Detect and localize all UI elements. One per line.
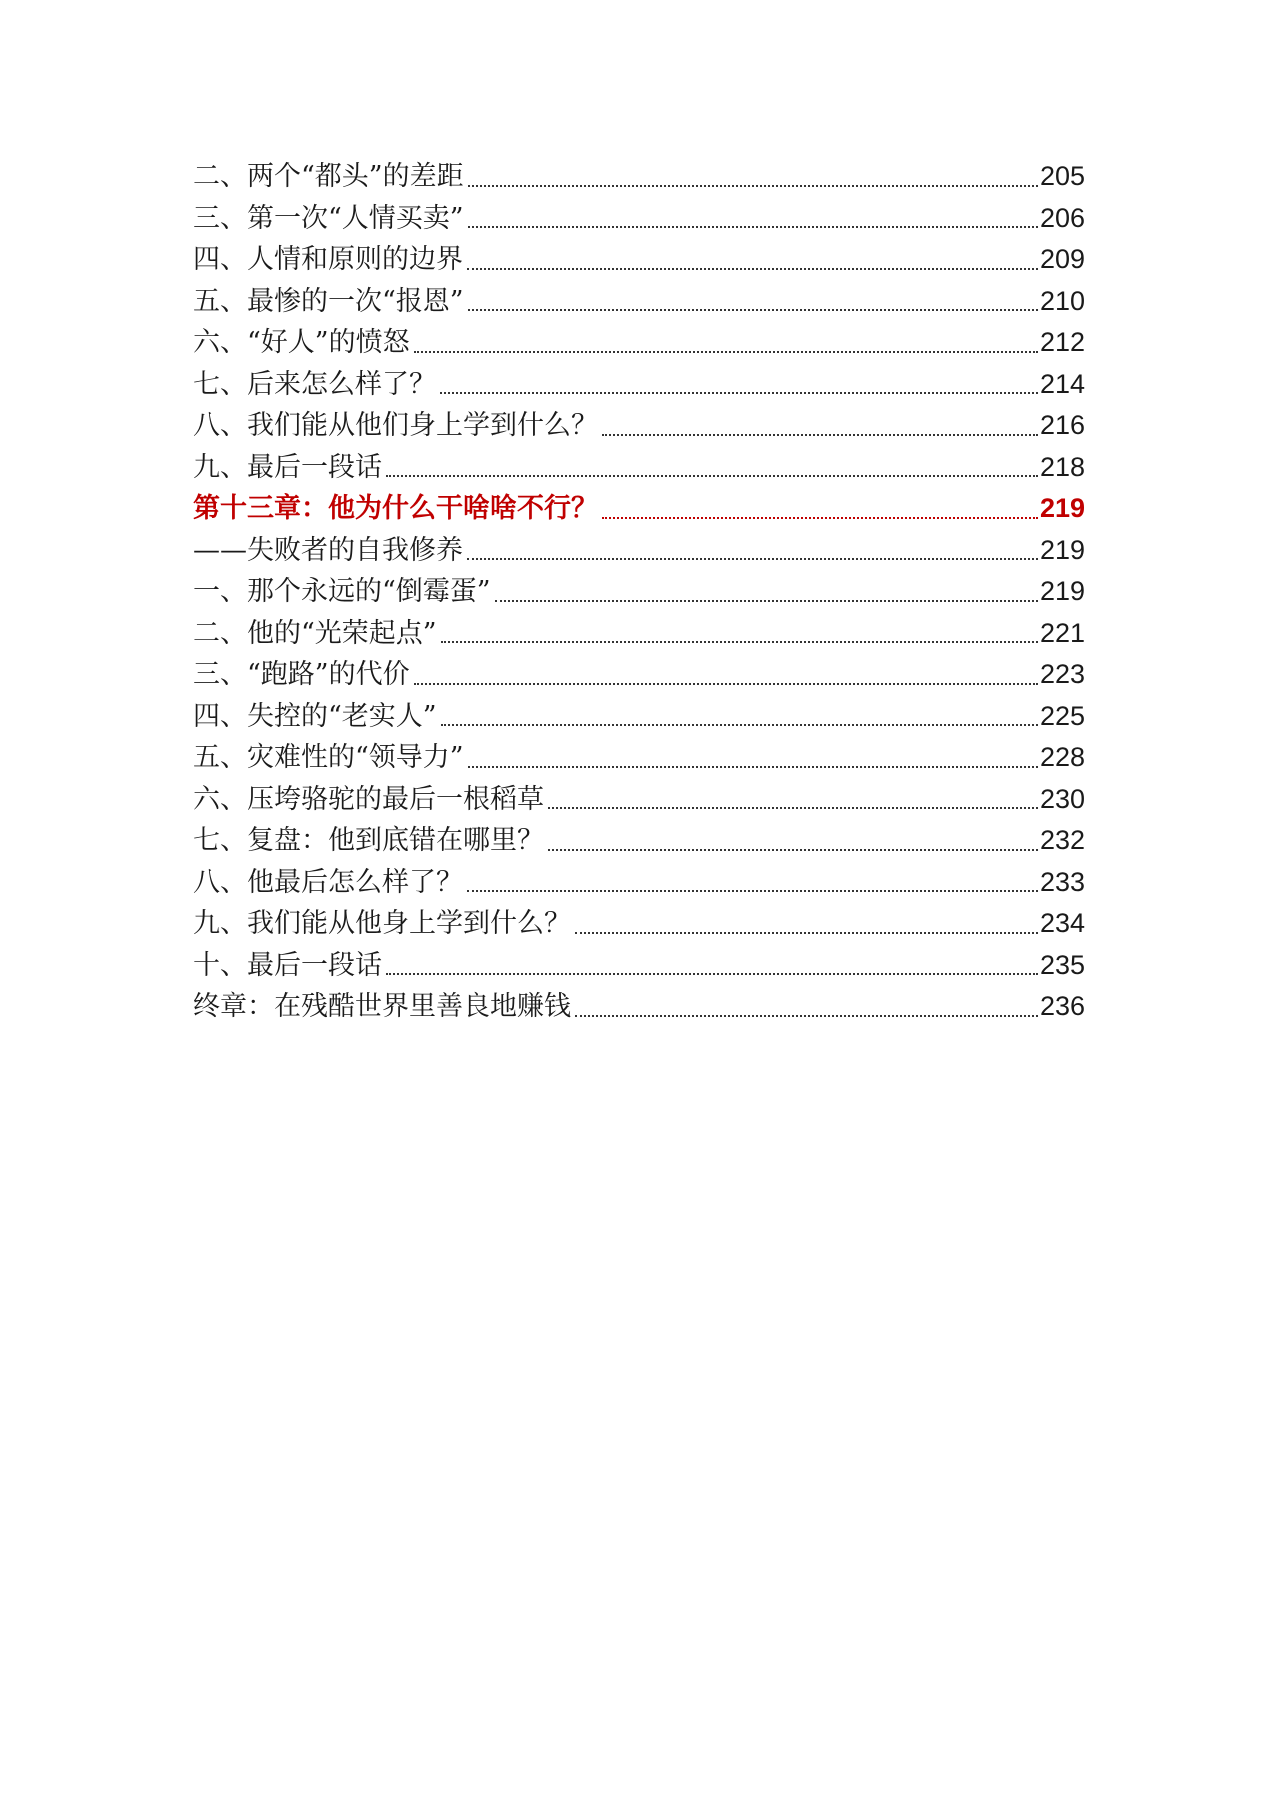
toc-entry-title: 一、那个永远的“倒霉蛋” [193,576,491,607]
toc-page-number: 233 [1039,866,1085,897]
toc-dot-leader [575,1014,1038,1017]
toc-entry-title: 三、第一次“人情买卖” [193,202,464,234]
toc-chapter-heading[interactable] [193,488,1085,530]
toc-page-number: 212 [1039,327,1085,357]
toc-dot-leader [468,184,1038,187]
toc-entry-title: 四、失控的“老实人” [193,700,437,732]
toc-entry[interactable] [193,945,1085,987]
toc-entry[interactable] [193,364,1085,406]
toc-dot-leader [468,308,1038,311]
toc-dot-leader [414,350,1038,353]
toc-entry-title: 十、最后一段话 [193,949,382,981]
toc-entry[interactable] [193,696,1085,738]
toc-dot-leader [467,267,1038,270]
toc-entry-title: 三、“跑路”的代价 [193,659,410,690]
toc-entry-title: 第十三章：他为什么干啥啥不行？ [193,493,598,524]
toc-dot-leader [548,848,1038,851]
toc-dot-leader [575,931,1038,934]
toc-entry[interactable] [193,156,1085,198]
toc-page-number: 214 [1039,368,1085,399]
toc-entry[interactable] [193,239,1085,281]
toc-entry-title: 八、他最后怎么样了？ [193,866,463,898]
toc-dot-leader [441,640,1038,643]
toc-page-number: 206 [1039,202,1085,233]
toc-dot-leader [467,557,1038,560]
toc-page-number: 218 [1039,451,1085,482]
toc-entry[interactable] [193,903,1085,945]
toc-entry[interactable] [193,862,1085,904]
toc-entry-title: 终章：在残酷世界里善良地赚钱 [193,991,571,1022]
toc-dot-leader [495,599,1038,602]
toc-page-number: 235 [1039,949,1085,980]
toc-page-number: 221 [1039,617,1085,648]
toc-dot-leader [386,972,1038,975]
toc-entry-title: 七、复盘：他到底错在哪里？ [193,825,544,856]
toc-dot-leader [440,391,1038,394]
toc-entry-title: 四、人情和原则的边界 [193,244,463,275]
toc-entry[interactable] [193,820,1085,862]
toc-page-number: 225 [1039,700,1085,731]
toc-page-number: 230 [1039,783,1085,814]
toc-entry-title: 九、我们能从他身上学到什么？ [193,908,571,939]
toc-page-number: 209 [1039,244,1085,274]
toc-dot-leader [467,889,1038,892]
toc-page-number: 234 [1039,908,1085,938]
toc-page-number: 205 [1039,161,1085,191]
toc-page-number: 219 [1039,493,1085,523]
toc-dot-leader [441,723,1038,726]
toc-entry[interactable] [193,447,1085,489]
toc-entry-title: 五、最惨的一次“报恩” [193,285,464,317]
toc-entry-title: 六、“好人”的愤怒 [193,327,410,358]
toc-page-number: 223 [1039,659,1085,689]
toc-page-number: 210 [1039,285,1085,316]
toc-entry-title: 五、灾难性的“领导力” [193,742,464,773]
toc-entry-title: 二、他的“光荣起点” [193,617,437,649]
toc-entry[interactable] [193,654,1085,696]
toc-dot-leader [386,474,1038,477]
toc-dot-leader [548,806,1038,809]
toc-entry[interactable] [193,779,1085,821]
toc-page-number: 219 [1039,576,1085,606]
toc-dot-leader [468,765,1038,768]
toc-page-number: 236 [1039,991,1085,1021]
toc-dot-leader [602,516,1038,519]
toc-entry[interactable] [193,613,1085,655]
toc-entry[interactable] [193,571,1085,613]
toc-entry-title: ——失败者的自我修养 [193,534,463,566]
toc-dot-leader [602,433,1038,436]
toc-entry[interactable] [193,198,1085,240]
toc-page-number: 219 [1039,534,1085,565]
toc-dot-leader [468,225,1038,228]
toc-page-number: 216 [1039,410,1085,440]
toc-entry[interactable] [193,737,1085,779]
toc-entry-title: 六、压垮骆驼的最后一根稻草 [193,783,544,815]
table-of-contents [193,156,1085,1028]
toc-dot-leader [414,682,1038,685]
toc-entry-title: 八、我们能从他们身上学到什么？ [193,410,598,441]
toc-entry[interactable] [193,405,1085,447]
toc-entry-title: 二、两个“都头”的差距 [193,161,464,192]
toc-entry[interactable] [193,322,1085,364]
toc-entry[interactable] [193,281,1085,323]
toc-entry-title: 九、最后一段话 [193,451,382,483]
toc-entry-title: 七、后来怎么样了？ [193,368,436,400]
toc-entry[interactable] [193,530,1085,572]
toc-page-number: 228 [1039,742,1085,772]
toc-entry[interactable] [193,986,1085,1028]
toc-page-number: 232 [1039,825,1085,855]
